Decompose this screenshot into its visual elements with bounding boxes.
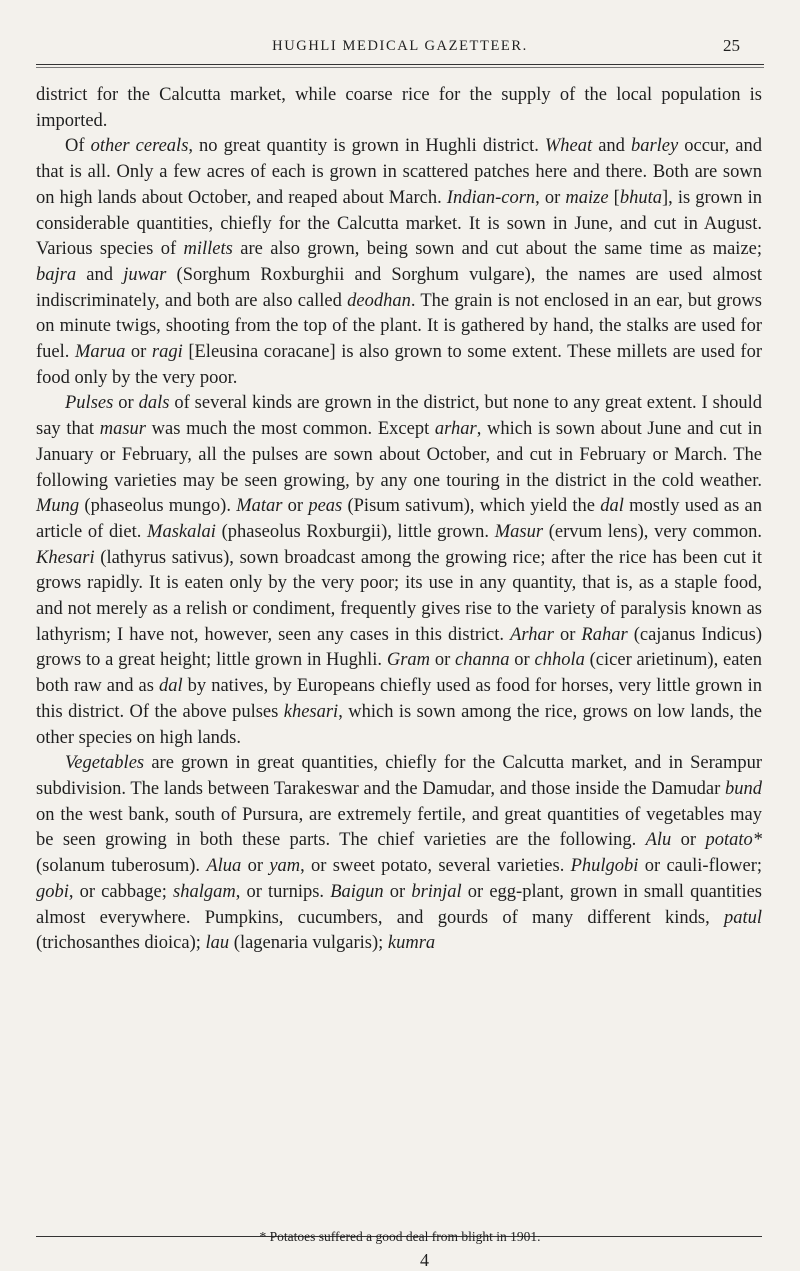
text-run: [ (608, 187, 620, 208)
text-run: or cauli-flower; (638, 856, 762, 877)
italic-term: yam (269, 856, 301, 877)
running-header (0, 36, 800, 58)
text-run: or (113, 393, 139, 414)
italic-term: Gram (386, 650, 431, 671)
italic-term: Vegetables (65, 753, 145, 774)
italic-term: maize (565, 187, 609, 208)
text-run: and (592, 136, 631, 157)
header-rule-thin (36, 67, 764, 68)
italic-term: bhuta (619, 187, 662, 208)
text-run: , or cabbage; (68, 881, 174, 902)
text-run: (Sorghum Roxburghii and Sorghum vulgare), the names are used almost indiscriminately, and both are also called (36, 264, 762, 311)
text-run: was much the most common. Except (146, 419, 435, 440)
text-run: , which is sown about June and cut in January or February, all the pulses are sown about October, and cut in February or March. The following varieties may be seen growing, by any one touring in the district in the cold weather. (36, 419, 762, 491)
text-run: or egg-plant, grown in small quantities almost everywhere. Pumpkins, cucumbers, and gourds of many different kinds, (36, 881, 763, 928)
italic-term: Pulses (65, 393, 114, 414)
text-run: , or (535, 187, 566, 208)
text-run: district for the Calcutta market, while coarse rice for the supply of the local population is imported. (36, 85, 762, 131)
italic-term: khesari (283, 701, 339, 722)
text-run: of several kinds are grown in the district, but none to any great extent. I should say that (36, 393, 762, 440)
italic-term: dals (138, 393, 170, 414)
italic-term: dal (158, 676, 183, 697)
paragraph (36, 134, 762, 391)
italic-term: Arhar (510, 624, 554, 645)
page-number: 25 (723, 36, 740, 55)
text-run: , or turnips. (235, 881, 331, 902)
italic-term: Maskalai (147, 521, 216, 542)
text-run: or (241, 856, 270, 877)
italic-term: dal (600, 496, 624, 517)
body-text (36, 83, 762, 957)
italic-term: Masur (494, 521, 544, 542)
text-run: , or sweet potato, several varieties. (300, 856, 571, 877)
text-run: or (125, 342, 152, 363)
italic-term: kumra (387, 933, 436, 954)
text-run: , no great quantity is grown in Hughli district. (188, 136, 545, 157)
text-run: are grown in great quantities, chiefly for the Calcutta market, and in Serampur subdivision. The lands between Tarakeswar and the Damudar, and those inside the Damudar (36, 753, 762, 799)
italic-term: channa (455, 650, 510, 671)
italic-term: Phulgobi (570, 856, 639, 877)
italic-term: juwar (123, 264, 167, 285)
italic-term: barley (630, 136, 679, 157)
italic-term: gobi (36, 881, 69, 902)
text-run: (ervum lens), very common. (543, 521, 762, 542)
italic-term: masur (99, 419, 147, 440)
paragraph (36, 83, 762, 134)
italic-term: Alu (645, 830, 672, 851)
text-run: , which is sown among the rice, grows on low lands, the other species on high lands. (36, 701, 762, 748)
italic-term: shalgam (173, 881, 236, 902)
italic-term: lau (205, 933, 230, 954)
italic-term: Baigun (330, 881, 384, 902)
italic-term: ragi (151, 342, 183, 363)
text-run: by natives, by Europeans chiefly used as food for horses, very little grown in this district. Of the above pulses (36, 676, 762, 722)
italic-term: Khesari (36, 547, 95, 568)
italic-term: Wheat (544, 136, 593, 157)
text-run: (Pisum sativum), which yield the (342, 496, 601, 517)
paragraph (36, 391, 762, 751)
italic-term: arhar (434, 419, 477, 440)
text-run: and (76, 264, 124, 285)
italic-term: Rahar (581, 624, 628, 645)
text-run: or (282, 496, 309, 517)
header-rule (36, 64, 764, 65)
text-run: or (509, 650, 535, 671)
text-run: ], is grown in considerable quantities, chiefly for the Calcutta market. It is sown in June, and cut in August. Various species of (36, 187, 762, 260)
text-run: or (553, 624, 582, 645)
text-run: (solanum tuberosum). (36, 856, 207, 877)
italic-term: other cereals (90, 136, 189, 157)
italic-term: Alua (206, 856, 242, 877)
italic-term: deodhan (347, 290, 411, 311)
text-run: (phaseolus Roxburgii), little grown. (215, 521, 495, 542)
text-run: (cicer arietinum), eaten both raw and as (36, 650, 763, 697)
text-run: . The grain is not enclosed in an ear, but grows on minute twigs, shooting from the top of the plant. It is gathered by hand, the stalks are used for fuel. (36, 290, 762, 363)
text-run: (lathyrus sativus), sown broadcast among the growing rice; after the rice has been cut it grows rapidly. It is eaten only by the very poor; its use in any quantity, that is, as a staple food, and not merely as a relish or condiment, frequently gives rise to the variety of paralysis known as lathyrism; I have not, however, seen any cases in this district. (36, 547, 762, 645)
italic-term: potato* (705, 830, 762, 851)
italic-term: Marua (74, 342, 126, 363)
text-run: or (671, 830, 706, 851)
italic-term: Matar (236, 496, 283, 517)
text-run: (phaseolus mungo). (79, 496, 237, 517)
text-run: mostly used as an article of diet. (36, 496, 762, 542)
text-run: [Eleusina coracane] is also grown to some extent. These millets are used for food only by the very poor. (36, 342, 762, 388)
italic-term: bajra (36, 264, 77, 285)
italic-term: Indian-corn (446, 187, 536, 208)
text-run: (cajanus Indicus) grows to a great height; little grown in Hughli. (36, 624, 762, 671)
text-run: are also grown, being sown and cut about the same time as maize; (232, 239, 763, 260)
paragraph (36, 751, 762, 957)
text-run: occur, and that is all. Only a few acres of each is grown in scattered patches here and there. Both are sown on high lands about October, and reaped about March. (36, 136, 762, 208)
italic-term: millets (183, 239, 233, 260)
header-title: HUGHLI MEDICAL GAZETTEER. (272, 38, 528, 54)
text-run: on the west bank, south of Pursura, are extremely fertile, and great quantities of vegetables may be seen growing in both these parts. The chief varieties are the following. (36, 804, 762, 851)
italic-term: Mung (36, 496, 80, 517)
signature-mark: 4 (420, 1250, 429, 1270)
footnote: * Potatoes suffered a good deal from blight in 1901. (259, 1229, 541, 1244)
italic-term: bund (725, 778, 762, 799)
text-run: Of (65, 136, 91, 157)
text-run: or (383, 881, 412, 902)
text-run: (trichosanthes dioica); (36, 933, 206, 954)
italic-term: patul (723, 907, 762, 928)
italic-term: peas (308, 496, 343, 517)
text-run: (lagenaria vulgaris); (229, 933, 388, 954)
italic-term: chhola (534, 650, 585, 671)
italic-term: brinjal (411, 881, 462, 902)
text-run: or (430, 650, 456, 671)
